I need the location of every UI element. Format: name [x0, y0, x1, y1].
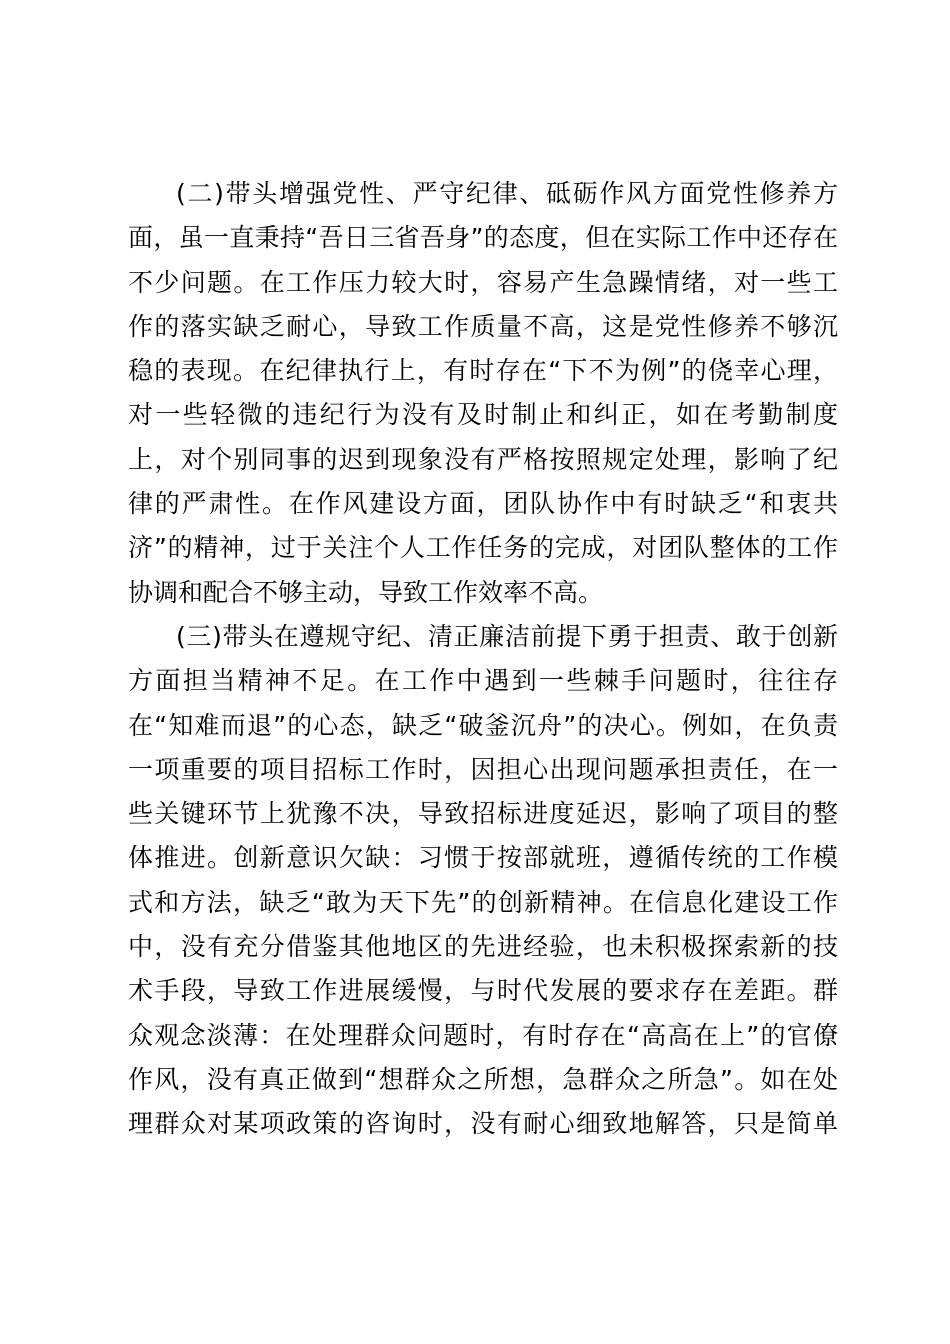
text-line: 协调和配合不够主动，导致工作效率不高。: [128, 577, 604, 607]
paragraph-party-discipline: [128, 172, 838, 615]
text-line: 在“知难而退”的心态，缺乏“破釜沉舟”的决心。例如，在负责: [128, 710, 838, 740]
text-line: 方面担当精神不足。在工作中遇到一些棘手问题时，往往存: [128, 666, 838, 696]
text-line: 作风，没有真正做到“想群众之所想，急群众之所急”。如在处: [128, 1064, 838, 1094]
text-line: 作的落实缺乏耐心，导致工作质量不高，这是党性修养不够沉: [128, 311, 838, 341]
text-line: (二)带头增强党性、严守纪律、砥砺作风方面党性修养方: [176, 179, 838, 208]
text-line: 中，没有充分借鉴其他地区的先进经验，也未积极探索新的技: [128, 932, 838, 962]
text-line: 济”的精神，过于关注个人工作任务的完成，对团队整体的工作: [128, 533, 838, 563]
text-line: (三)带头在遵规守纪、清正廉洁前提下勇于担责、敢于创新: [176, 621, 838, 651]
text-line: 众观念淡薄：在处理群众问题时，有时存在“高高在上”的官僚: [128, 1020, 838, 1050]
text-line: 式和方法，缺乏“敢为天下先”的创新精神。在信息化建设工作: [128, 887, 838, 917]
text-line: 上，对个别同事的迟到现象没有严格按照规定处理，影响了纪: [128, 444, 838, 474]
text-line: 一项重要的项目招标工作时，因担心出现问题承担责任，在一: [128, 754, 838, 784]
text-line: 不少问题。在工作压力较大时，容易产生急躁情绪，对一些工: [128, 267, 838, 297]
text-line: 对一些轻微的违纪行为没有及时制止和纠正，如在考勤制度: [128, 400, 838, 430]
text-line: 面，虽一直秉持“吾日三省吾身”的态度，但在实际工作中还存在: [128, 223, 838, 253]
body-text: [128, 172, 838, 1147]
paragraph-responsibility-innovation: [128, 615, 838, 1147]
text-line: 体推进。创新意识欠缺：习惯于按部就班，遵循传统的工作模: [128, 843, 838, 873]
text-line: 理群众对某项政策的咨询时，没有耐心细致地解答，只是简单: [128, 1109, 838, 1139]
text-line: 术手段，导致工作进展缓慢，与时代发展的要求存在差距。群: [128, 976, 838, 1006]
text-line: 些关键环节上犹豫不决，导致招标进度延迟，影响了项目的整: [128, 799, 838, 829]
text-line: 律的严肃性。在作风建设方面，团队协作中有时缺乏“和衷共: [128, 489, 838, 519]
text-line: 稳的表现。在纪律执行上，有时存在“下不为例”的侥幸心理，: [128, 356, 838, 386]
